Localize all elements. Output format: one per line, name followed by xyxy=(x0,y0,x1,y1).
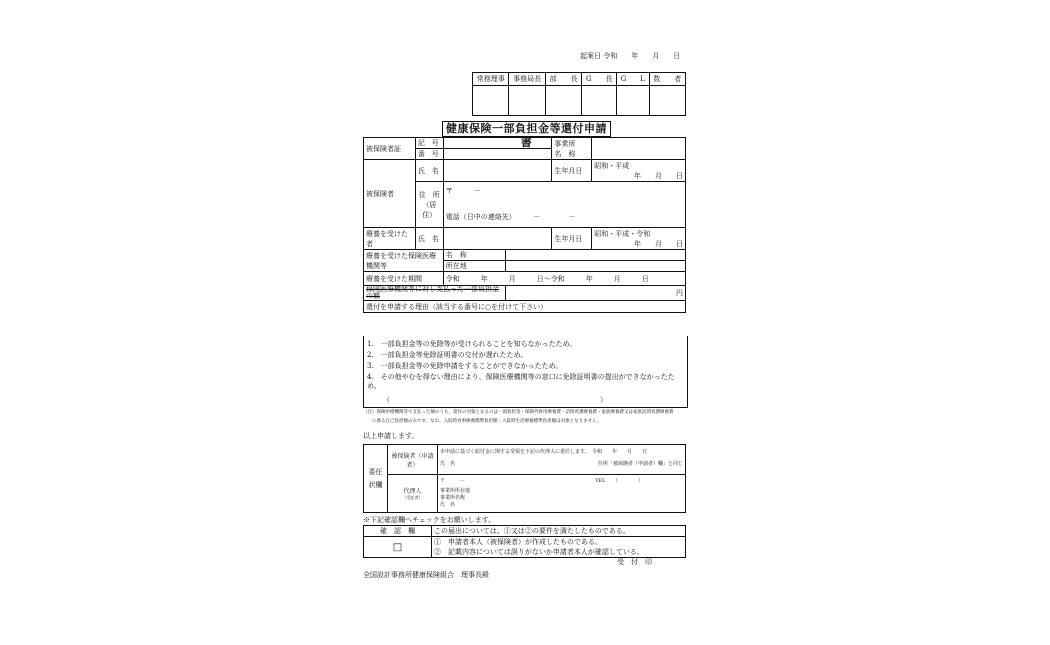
application-table xyxy=(363,137,686,313)
inst-name-field[interactable] xyxy=(505,250,685,261)
office-name-label: 名 称 xyxy=(554,149,576,158)
confirm-item-2: ② 記載内容については誤りがないか申請者本人が確認している。 xyxy=(434,548,644,556)
approval-stamp-cell[interactable] xyxy=(582,86,617,116)
insured-name-label: 氏 名 xyxy=(415,160,443,182)
birth-era: 昭和・平成・令和 xyxy=(594,229,651,238)
insured-label: 被保険者 xyxy=(364,160,416,228)
proxy-delegation-text: 本申請に基づく給付金に関する受領を下記の代理人に委任します。 令和 年 月 日 xyxy=(440,449,648,455)
form-title: 健康保険一部負担金等還付申請書 xyxy=(442,121,611,137)
confirm-checkbox[interactable]: □ xyxy=(364,537,432,558)
addressee: 全国設計事務所健康保険組合 理事長殿 xyxy=(363,571,489,579)
inst-location-field[interactable] xyxy=(505,261,685,272)
address-label: 住 所（居住） xyxy=(415,182,443,228)
approval-header: G L xyxy=(617,73,649,86)
proxy-table xyxy=(363,444,686,513)
agent-office-name: 事業所名称 xyxy=(440,495,466,501)
proxy-name-label: 氏 名 xyxy=(440,461,456,467)
approval-table xyxy=(472,72,686,116)
number-field[interactable] xyxy=(443,149,552,160)
reason-item-2[interactable]: 2. 一部負担金等免除証明書の交付が遅れたため。 xyxy=(367,351,528,359)
note-line-2: に係る自己負担額のみです。なお、入院時食事療養標準負担額・入院時生活療養標準負担額は対象となりません。 xyxy=(372,419,602,424)
agent-tel: TEL （ ） xyxy=(595,478,643,484)
confirm-item-1: ① 申請者本人（被保険者）が作成したものである。 xyxy=(434,538,602,546)
phone-line: 電話（日中の連絡先） － － xyxy=(445,213,576,221)
reason-other-paren[interactable]: （ ） xyxy=(383,396,607,404)
birth-ymd: 年 月 日 xyxy=(634,171,683,180)
agent-field[interactable] xyxy=(438,475,686,513)
patient-name-field[interactable] xyxy=(443,228,552,250)
birth-era: 昭和・平成 xyxy=(594,161,630,170)
confirm-items xyxy=(432,537,686,558)
agent-label: 代理人 xyxy=(403,488,422,495)
symbol-label: 記 号 xyxy=(415,138,443,149)
approval-stamp-cell[interactable] xyxy=(649,86,686,116)
approval-header: 事務局長 xyxy=(509,73,545,86)
office-label-cell xyxy=(552,138,592,160)
proxy-address-note: 住所「被保険者（申請者）欄」と同じ xyxy=(597,461,683,467)
patient-name-label: 氏 名 xyxy=(415,228,443,250)
office-label: 事業所 xyxy=(554,139,576,148)
approval-header: G 長 xyxy=(582,73,617,86)
check-notice: ※下記確認欄へチェックをお願いします。 xyxy=(363,516,496,524)
approval-stamp-cell[interactable] xyxy=(617,86,649,116)
proxy-insured-label: 被保険者（申請者） xyxy=(388,445,438,475)
institution-label: 療養を受けた保険医療機関等 xyxy=(364,250,444,272)
agent-name: 氏 名 xyxy=(440,502,456,508)
note-line-1: （注）保険医療機関等で支払った額のうち、還付の対象となるのは一部負担金・保険外併用療養費・訪問看護療養費・家族療養費又は家族訪問看護療養費 xyxy=(363,410,674,415)
amount-field[interactable] xyxy=(505,286,685,301)
reason-item-4[interactable]: 4. その他やむを得ない理由により、保険医療機関等の窓口に免除証明書の提出ができなかったため。 xyxy=(367,373,675,390)
insured-card-label: 被保険者証 xyxy=(364,138,416,160)
inst-name-label: 名 称 xyxy=(443,250,505,261)
proxy-section-label: 委任状欄 xyxy=(364,445,388,513)
patient-birth-label: 生年月日 xyxy=(552,228,592,250)
agent-postal: 〒 － xyxy=(440,478,466,484)
reception-stamp: 受 付 印 xyxy=(617,558,652,566)
approval-header: 部 長 xyxy=(545,73,581,86)
insured-name-field[interactable] xyxy=(443,160,552,182)
reason-item-1[interactable]: 1. 一部負担金等の免除等が受けられることを知らなかったため。 xyxy=(367,340,577,348)
approval-stamp-cell[interactable] xyxy=(545,86,581,116)
agent-office-location: 事業所所在地 xyxy=(440,488,471,494)
confirm-table xyxy=(363,525,686,558)
insured-birth-label: 生年月日 xyxy=(552,160,592,182)
reason-item-3[interactable]: 3. 一部負担金等の免除申請をすることができなかったため。 xyxy=(367,362,563,370)
drafting-date: 起案日 令和 年 月 日 xyxy=(580,52,681,60)
postal-code: 〒 － xyxy=(445,187,481,195)
inst-location-label: 所在地 xyxy=(443,261,505,272)
insured-birth-field[interactable] xyxy=(592,160,686,182)
amount-unit: 円 xyxy=(676,289,683,297)
number-label: 番 号 xyxy=(415,149,443,160)
symbol-field[interactable] xyxy=(443,138,552,149)
birth-ymd: 年 月 日 xyxy=(634,239,683,248)
period-field[interactable]: 令和 年 月 日～令和 年 月 日 xyxy=(443,272,685,286)
agent-label-cell xyxy=(388,475,438,513)
approval-stamp-cell[interactable] xyxy=(509,86,545,116)
amount-label: 保険医療機関等に対し支払った一部負担金の額 xyxy=(364,286,506,301)
reason-header: 還付を申請する理由（該当する番号に○を付けて下さい） xyxy=(364,301,686,313)
approval-stamp-cell[interactable] xyxy=(473,86,509,116)
period-label: 療養を受けた期間 xyxy=(364,272,444,286)
patient-label: 療養を受けた者 xyxy=(364,228,416,250)
confirm-label: 確 認 欄 xyxy=(364,526,432,537)
address-field[interactable] xyxy=(443,182,685,228)
proxy-insured-field[interactable] xyxy=(438,445,686,475)
declaration: 以上申請します。 xyxy=(363,432,419,440)
approval-header: 数 者 xyxy=(649,73,686,86)
patient-birth-field[interactable] xyxy=(592,228,686,250)
agent-sub-label: （受任者） xyxy=(402,495,423,500)
office-name-field[interactable] xyxy=(592,138,686,160)
confirm-text: この届出については、①又は②の要件を満たしたものである。 xyxy=(432,526,686,537)
approval-header: 常務理事 xyxy=(473,73,509,86)
